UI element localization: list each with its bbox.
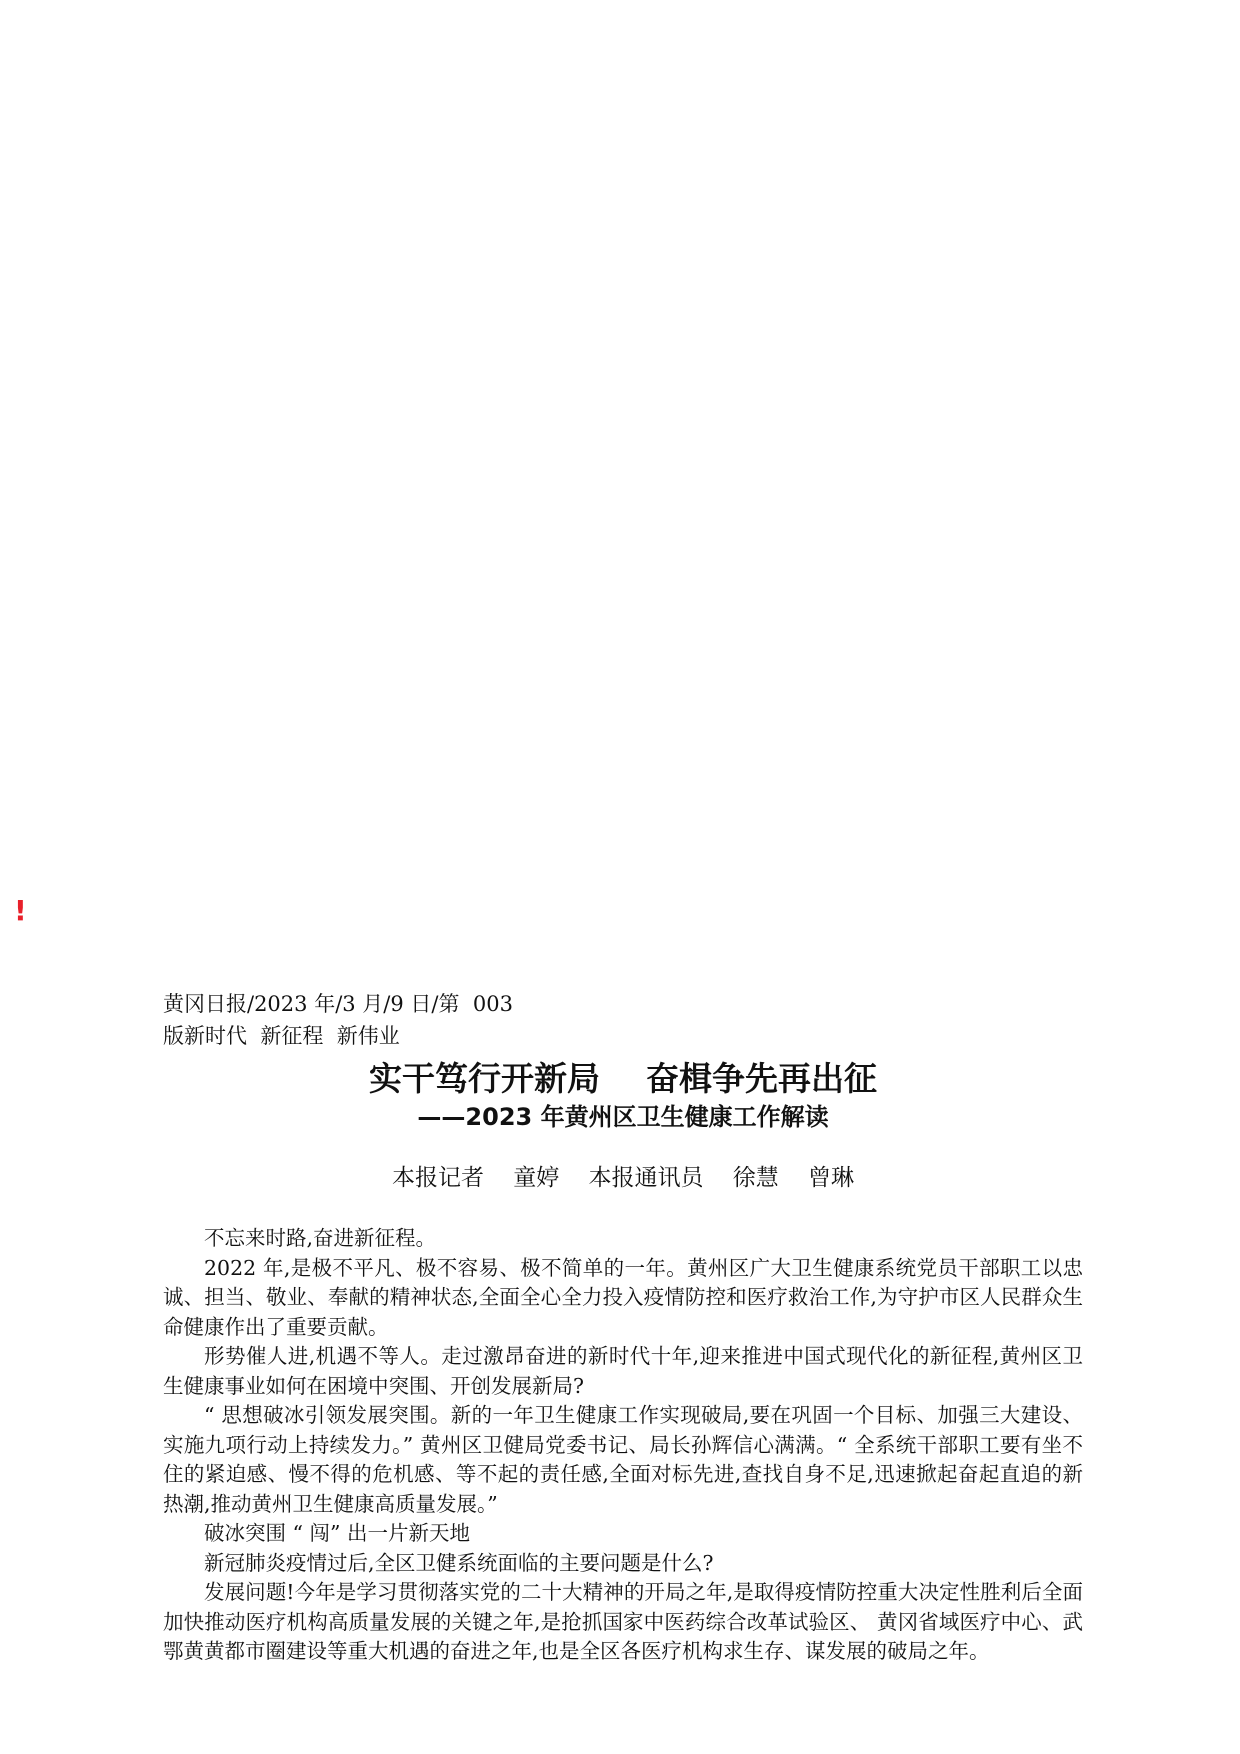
paragraph: 发展问题!今年是学习贯彻落实党的二十大精神的开局之年,是取得疫情防控重大决定性胜利后全面加快推动医疗机构高质量发展的关键之年,是抢抓国家中医药综合改革试验区、 黄冈省域医疗中心、武鄂黄黄都市圈建设等重大机遇的奋进之年,也是全区各医疗机构求生存、谋发展的破局之年。 bbox=[163, 1580, 1083, 1663]
section-heading: 破冰突围 “ 闯” 出一片新天地 bbox=[204, 1521, 471, 1545]
paragraph: 新冠肺炎疫情过后,全区卫健系统面临的主要问题是什么? bbox=[204, 1550, 714, 1575]
paragraph: 不忘来时路,奋进新征程。 bbox=[204, 1226, 437, 1250]
paragraph: “ 思想破冰引领发展突围。新的一年卫生健康工作实现破局,要在巩固一个目标、加强三大建设、实施九项行动上持续发力。” 黄州区卫健局党委书记、局长孙辉信心满满。“ 全系统干部职工要有坐不住的紧迫感、慢不得的危机感、等不起的责任感,全面对标先进,查找自身不足,迅速掀起奋起直追的新热潮,推动黄州卫生健康高质量发展。” bbox=[163, 1403, 1083, 1516]
paragraph: 2022 年,是极不平凡、极不容易、极不简单的一年。黄州区广大卫生健康系统党员干部职工以忠诚、担当、敬业、奉献的精神状态,全面全心全力投入疫情防控和医疗救治工作,为守护市区人民群众生命健康作出了重要贡献。 bbox=[163, 1255, 1083, 1339]
article-meta bbox=[163, 988, 1083, 1052]
margin-mark: ! bbox=[14, 894, 27, 927]
byline: 本报记者 童婷 本报通讯员 徐慧 曾琳 bbox=[392, 1165, 854, 1191]
page-subtitle: ——2023 年黄州区卫生健康工作解读 bbox=[417, 1103, 829, 1131]
article-body bbox=[163, 1224, 1083, 1667]
paragraph: 形势催人进,机遇不等人。走过激昂奋进的新时代十年,迎来推进中国式现代化的新征程,黄州区卫生健康事业如何在困境中突围、开创发展新局? bbox=[163, 1344, 1083, 1398]
source-line: 黄冈日报/2023 年/3 月/9 日/第 003 bbox=[163, 992, 513, 1016]
section-line: 版新时代 新征程 新伟业 bbox=[163, 1024, 400, 1048]
page-title: 实干笃行开新局 奋楫争先再出征 bbox=[369, 1059, 877, 1098]
